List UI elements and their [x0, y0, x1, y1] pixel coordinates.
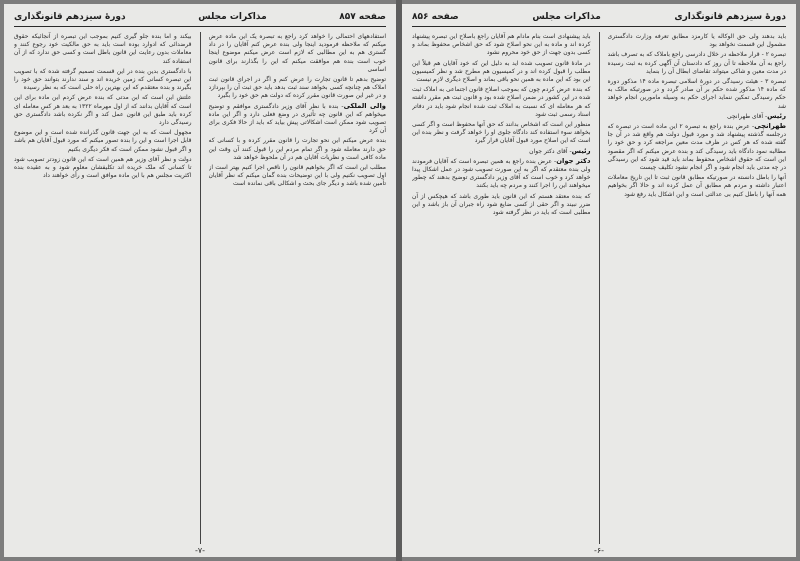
paragraph	[14, 128, 192, 154]
paragraph-text: مجهول است که به این جهت قانون گذرانده شده است و این موضوع قابل اجرا است و این را بنده تصور میکنم که مورد قبول آقایان هم باشد و اگر قبول نشود ممکن است که فکر دیگری بکنیم	[14, 129, 192, 153]
speaker-name: رئیس	[571, 146, 591, 155]
paragraph-text: بنده عرض میکنم این نحو تجارت را قانون مقرر کرده و با کسانی که حق دارند معامله شود و اگر تمام مردم این را قبول کنند آن وقت این ماده کافی است و نظریات آقایان هم در آن ملحوظ خواهد شد	[208, 137, 386, 161]
paragraph-text: - آقای دکتر جوان	[529, 147, 572, 155]
paragraph-text: مطلب این است که اگر بخواهیم قانون را ناقص اجرا کنیم بهتر است از اول تصویب نکنیم ولی با این توضیحات بنده گمان میکنم که نظر آقایان تأمین شده باشد و دیگر جای بحث و اشکالی باقی نمانده است	[208, 164, 386, 188]
right-page-columns	[412, 32, 786, 544]
paragraph-text: - آقای طهرانچی	[727, 112, 768, 120]
paragraph-text: استفادههای احتمالی را خواهد کرد راجع به تبصره یک این ماده عرض میکنم که ملاحظه فرمودید اینجا ولی بنده عرض کنم آقایان را در داد گستری هم به این مطالبی که لازم است عرض میکنم موضوع اینجا خوب است بنده هم موافقت میکنم که این را بگذارند برای قانون اساسی	[208, 33, 386, 73]
paragraph-text: - عرض بنده راجع به تبصره ۲ این ماده است در تبصره که درجلسه گذشته پیشنهاد شد و مورد قبول دولت هم واقع شد در آن جا گفته شده که هر کس در ظرف مدت معین مراجعه کرد و حق خود را مطالبه نمود دادگاه باید رسیدگی کند و بنده عرض میکنم که اگر مقصود این است که حقوق اشخاص محفوظ بماند باید قید شود که این رسیدگی در چه مدتی باید انجام شود و اگر انجام نشود تکلیف چیست	[607, 123, 786, 172]
left-header-session: دورهٔ سیزدهم قانونگذاری	[14, 12, 126, 22]
paragraph	[14, 155, 192, 181]
paragraph	[412, 85, 591, 119]
paragraph	[412, 32, 591, 58]
right-page-column-right	[608, 32, 787, 544]
left-page-column-right	[209, 32, 387, 544]
column-divider	[200, 32, 201, 544]
paragraph-text: توضیح بدهم تا قانون تجارت را عرض کنم و اگر در اجرای قانون ثبت املاک هم چنانچه کسی بخواهد سند ثبت بدهد باید حق ثبت آن را بپردازد و در غیر این صورت قانون مقرر کرده که دولت هم حق خود را بگیرد	[208, 76, 386, 100]
paragraph	[209, 102, 387, 136]
paragraph	[608, 122, 787, 172]
column-divider	[599, 32, 600, 544]
paragraph-text: تبصره ۲ - قرار ملاحظه در خلال دادرسی راجع باملاک که به تصرف باشد راجع به آن ملاحظه تا آن روز که دادستان آن آگهی کرده به ثبت رسیده در مدت معین و شاکی میتواند تقاضای ابطال آن را بنماید	[607, 51, 786, 75]
speaker-name: رئیس	[767, 111, 786, 120]
paragraph	[209, 32, 387, 74]
paragraph-text: علتش این است که این مدتی که بنده عرض کردم این ماده برای این است که آقایان بدانند که از اول مهرماه ۱۳۲۲ به بعد هر کس معامله ای کرده باید طبق این قانون عمل کند و اگر نکرده باشد دادگستری حق رسیدگی دارد	[14, 94, 192, 127]
paragraph	[412, 120, 591, 146]
right-page-number: -۶-	[593, 546, 605, 555]
left-page	[4, 4, 396, 557]
right-header-session: دورهٔ سیزدهم قانونگذاری	[674, 12, 786, 22]
right-page-header	[412, 10, 786, 27]
paragraph	[412, 157, 591, 191]
paragraph-text: تبصره ۳ - هیئت رسیدگی در دورهٔ اسلامی تبصره ماده ۱۴ مذکور دوره که ماده ۱۴ مذکور شده حکم بر آن صادر گردد و در صورتیکه مالک به حکم رسیدگی تمکین ننماید اجرای حکم به وسیله مامورین انجام خواهد شد	[607, 78, 786, 110]
paragraph	[14, 93, 192, 127]
paragraph	[412, 147, 591, 156]
left-page-number: -۷-	[194, 546, 206, 555]
right-page-column-left	[412, 32, 591, 544]
paragraph	[608, 50, 787, 76]
paragraph	[608, 77, 787, 111]
paragraph-text: - بنده با نظر آقای وزیر دادگستری موافقم و توضیح میخواهم که این قانون چه تأثیری در وضع فعلی دارد و اگر این ماده تصویب شود ممکن است اشکالاتی پیش بیاید که باید از حالا فکری برای آن کرد	[208, 102, 386, 135]
paragraph-text: باید پیشنهادی است بنام مادام هم آقایان راجع باصلاح این تبصره پیشنهاد کرده اند و ماده به این نحو اصلاح شود که حق اشخاص محفوظ بماند و کسی بدون جهت از حق خود محروم نشود	[412, 33, 591, 57]
paragraph	[14, 32, 192, 66]
right-header-page-label: صفحه ۸۵۶	[412, 12, 459, 22]
paragraph-text: باید بدهند ولی حق الوکاله یا کارمزد مطابق تعرفه وزارت دادگستری مشمول این قسمت نخواهد بود	[607, 33, 786, 49]
left-page-column-left	[14, 32, 192, 544]
paragraph-text: در مادهٔ قانون تصویب شده اید به دلیل این که خود آقایان هم قبلاً این مطلب را قبول کرده اند و در کمیسیون هم مطرح شد و نظر کمیسیون این بود که این ماده به همین نحو باقی بماند و اصلاح دیگری لازم نیست	[412, 59, 591, 84]
paragraph-text: آنها را باطل دانسته در صورتیکه مطابق قانون ثبت تا این تاریخ معاملات اعتبار داشته و مردم هم مطابق آن عمل کرده اند و حالا اگر بخواهیم همه آنها را باطل کنیم بی عدالتی است و این اشکال باید رفع شود	[607, 174, 786, 198]
paragraph	[14, 67, 192, 93]
paragraph	[608, 173, 787, 199]
left-header-title: مذاکرات مجلس	[198, 12, 267, 22]
paragraph	[608, 32, 787, 49]
paragraph-text: - عرض بنده راجع به همین تبصره است که آقایان فرمودند ولی بنده معتقدم که اگر به این صورت تصویب شود در عمل اشکال پیدا خواهد کرد و خوب است که آقای وزیر دادگستری توضیح بدهند که چطور میخواهند این را اجرا کنند و مردم چه باید بکنند	[412, 157, 591, 190]
paragraph	[209, 136, 387, 162]
paragraph	[412, 59, 591, 85]
paragraph	[608, 112, 787, 121]
paragraph-text: منظور این است که اشخاص بدانند که حق آنها محفوظ است و اگر کسی بخواهد سوء استفاده کند دادگاه جلوی او را خواهد گرفت و نظر بنده این است که این اصلاح مورد قبول آقایان قرار گیرد	[412, 121, 591, 145]
speaker-name: والی الملکی	[343, 101, 386, 110]
paragraph	[412, 192, 591, 218]
left-header-page-label: صفحه ۸۵۷	[339, 12, 386, 22]
paragraph-text: با دادگستری بدین بنده در این قسمت تصمیم گرفته شده که با تصویب این تبصره کسانی که زمین خریده اند و سند ندارند بتوانند حق خود را بگیرند و بنده معتقدم که این بهترین راه حلی است که به نظر رسیده	[14, 67, 192, 92]
paragraph	[209, 75, 387, 101]
right-header-title: مذاکرات مجلس	[532, 12, 601, 22]
paragraph	[209, 163, 387, 189]
paragraph-text: که بنده عرض کردم چون که بموجب اصلاح قانون اجتماعی به املاک ثبت شده در این کشور در ضمن اصلاح شده بود و قانون ثبت هم مقرر داشته که هر معامله ای که نسبت به املاک ثبت شده انجام شود باید در دفاتر اسناد رسمی ثبت شود	[412, 86, 591, 118]
speaker-name: دکتر جوان	[556, 156, 591, 165]
right-page	[402, 4, 796, 557]
paragraph-text: بیکند و اما بنده جلو گیری کنیم بموجب این تبصره از آنجائیکه حقوق قرضدائی که ادوارد بوده است باید به حق مالکیت خود رجوع کنند و معاملات بدون رعایت این قانون باطل است و کسی حق ندارد که از آن استفاده کند	[14, 33, 192, 65]
left-page-header	[14, 10, 386, 27]
paragraph-text: که بنده معتقد هستم که این قانون باید طوری باشد که هیچکس از آن ضرر نبیند و اگر حقی از کسی ضایع شود راه جبران آن باز باشد و این مطلبی است که باید در نظر گرفته شود	[412, 192, 591, 217]
left-page-columns	[14, 32, 386, 544]
speaker-name: طهرانچی	[754, 122, 786, 131]
paragraph-text: دولت و نظر آقای وزیر هم همین است که این قانون زودتر تصویب شود تا کسانی که ملک خریده اند تکلیفشان معلوم شود و به عقیده بنده اکثریت مجلس هم با این ماده موافق است و رأی خواهند داد	[14, 155, 192, 180]
